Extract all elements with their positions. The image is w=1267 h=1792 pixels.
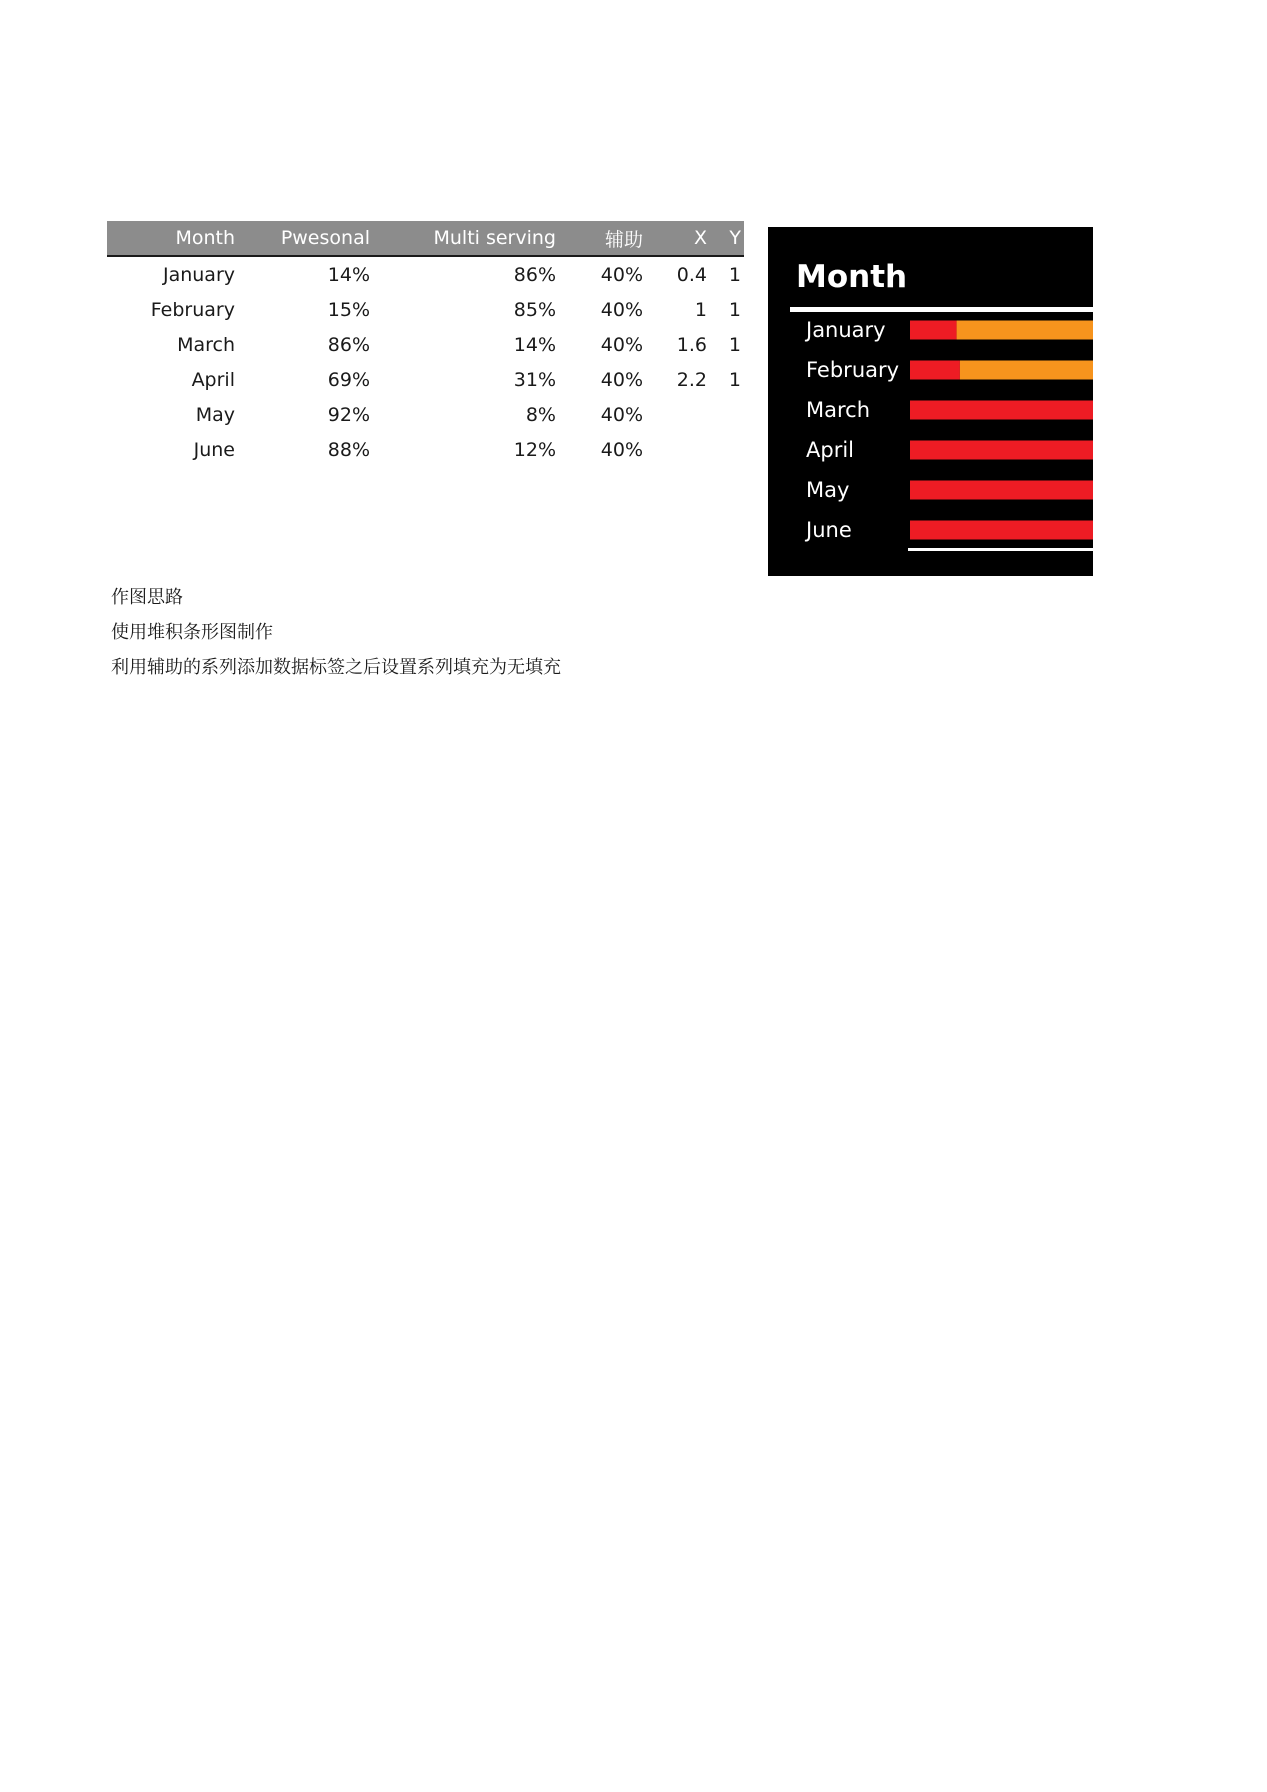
cell-multi-serving[interactable]: 12% (513, 438, 556, 461)
category-label: June (806, 518, 852, 542)
cell-multi-serving[interactable]: 85% (513, 298, 556, 321)
cell-multi-serving[interactable]: 8% (525, 403, 556, 426)
category-label: April (806, 438, 854, 462)
cell-personal[interactable]: 88% (327, 438, 370, 461)
cell-auxiliary[interactable]: 40% (600, 368, 643, 391)
cell-x[interactable]: 1 (694, 298, 707, 321)
header-personal[interactable]: Pwesonal (235, 221, 370, 256)
category-label: March (806, 398, 871, 422)
table-row (107, 327, 744, 362)
header-y[interactable]: Y (707, 221, 744, 256)
cell-month[interactable]: April (191, 368, 235, 391)
bar-multi-serving[interactable] (957, 321, 1093, 340)
bar-personal[interactable] (910, 521, 1093, 540)
cell-personal[interactable]: 86% (327, 333, 370, 356)
bar-personal[interactable] (910, 441, 1093, 460)
category-label: February (806, 358, 900, 382)
cell-x[interactable] (643, 432, 707, 467)
cell-multi-serving[interactable]: 31% (513, 368, 556, 391)
header-multi-serving[interactable]: Multi serving (370, 221, 556, 256)
cell-month[interactable]: January (162, 263, 235, 286)
chart-title: Month (796, 259, 908, 295)
title-divider (790, 307, 1093, 312)
note-line[interactable]: 使用堆积条形图制作 (111, 622, 273, 643)
data-table (107, 221, 744, 467)
cell-personal[interactable]: 14% (327, 263, 370, 286)
cell-auxiliary[interactable]: 40% (600, 438, 643, 461)
header-month[interactable]: Month (107, 221, 235, 256)
cell-x[interactable]: 0.4 (676, 263, 707, 286)
cell-y[interactable]: 1 (728, 298, 741, 321)
cell-multi-serving[interactable]: 14% (513, 333, 556, 356)
header-auxiliary[interactable]: 辅助 (556, 221, 643, 256)
table-row (107, 432, 744, 467)
chart-canvas (768, 227, 1093, 576)
bar-personal[interactable] (910, 361, 960, 380)
bar-multi-serving[interactable] (960, 361, 1093, 380)
header-x[interactable]: X (643, 221, 707, 256)
bar-personal[interactable] (910, 401, 1093, 420)
cell-auxiliary[interactable]: 40% (600, 333, 643, 356)
cell-x[interactable]: 1.6 (676, 333, 707, 356)
baseline-divider (908, 548, 1093, 551)
note-line[interactable]: 利用辅助的系列添加数据标签之后设置系列填充为无填充 (111, 657, 561, 678)
cell-x[interactable]: 2.2 (676, 368, 707, 391)
bar-personal[interactable] (910, 321, 957, 340)
cell-y[interactable]: 1 (728, 263, 741, 286)
category-label: January (806, 318, 886, 342)
cell-x[interactable] (643, 397, 707, 432)
cell-personal[interactable]: 92% (327, 403, 370, 426)
table-row (107, 256, 744, 292)
cell-auxiliary[interactable]: 40% (600, 403, 643, 426)
notes-block (111, 580, 561, 685)
cell-month[interactable]: February (150, 298, 235, 321)
cell-multi-serving[interactable]: 86% (513, 263, 556, 286)
bar-personal[interactable] (910, 481, 1093, 500)
cell-y[interactable]: 1 (728, 333, 741, 356)
cell-month[interactable]: March (177, 333, 235, 356)
cell-auxiliary[interactable]: 40% (600, 298, 643, 321)
cell-month[interactable]: June (193, 438, 235, 461)
cell-personal[interactable]: 15% (327, 298, 370, 321)
table-row (107, 397, 744, 432)
cell-y[interactable]: 1 (728, 368, 741, 391)
cell-y[interactable] (707, 397, 744, 432)
cell-y[interactable] (707, 432, 744, 467)
cell-auxiliary[interactable]: 40% (600, 263, 643, 286)
category-label: May (806, 478, 850, 502)
table-row (107, 362, 744, 397)
stacked-bar-chart[interactable] (768, 227, 1093, 576)
table-header-row (107, 221, 744, 256)
cell-personal[interactable]: 69% (327, 368, 370, 391)
note-line[interactable]: 作图思路 (111, 587, 183, 608)
cell-month[interactable]: May (195, 403, 235, 426)
table-row (107, 292, 744, 327)
